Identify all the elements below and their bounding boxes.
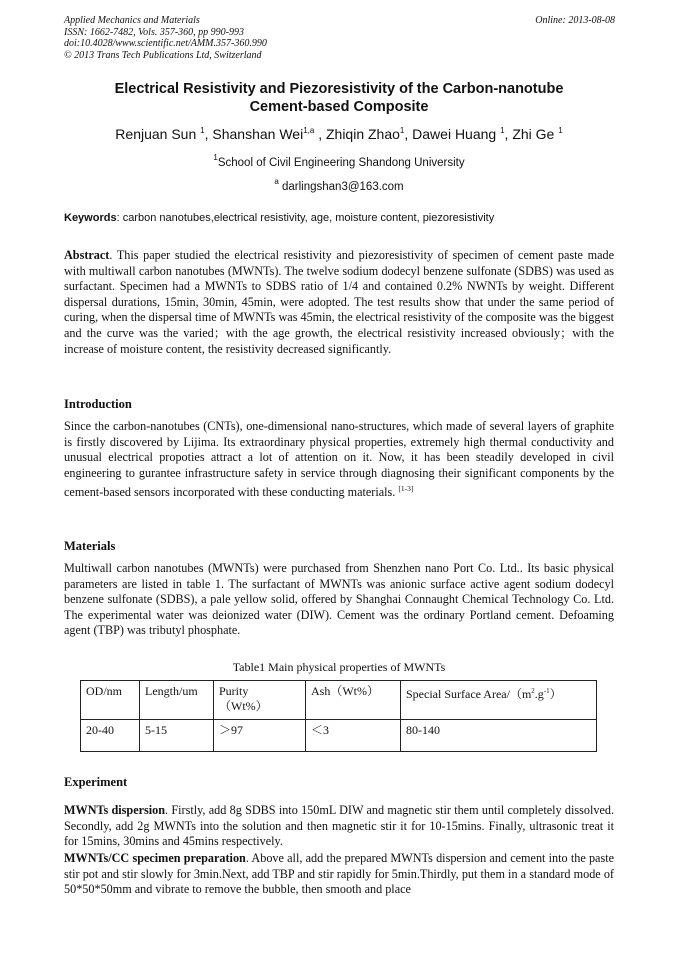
online-date: Online: 2013-08-08 (535, 15, 615, 26)
cell-purity: ＞97 (214, 720, 306, 752)
copyright-line: © 2013 Trans Tech Publications Ltd, Switzerland (64, 49, 262, 61)
author-affil-sup: 1 (200, 126, 205, 135)
keywords (64, 211, 614, 225)
properties-table (80, 680, 597, 752)
cell-od: 20-40 (81, 720, 140, 752)
dispersion-paragraph (64, 803, 614, 850)
introduction-heading: Introduction (64, 397, 132, 411)
materials-body: Multiwall carbon nanotubes (MWNTs) were purchased from Shenzhen nano Port Co. Ltd.. Its basic physical parameters are listed in table 1. The surfactant of MWNTs was anionic surface active agent sodium dodecyl benzene sulfonate (SDBS), a pale yellow solid, offered by Shanghai Connaught Chemical Technology Co. Ltd. The experimental water was deionized water (DIW). Cement was the ordinary Portland cement. Defoaming agent (TBP) was tributyl phosphate. (64, 561, 614, 638)
author-affil-sup: 1 (500, 126, 505, 135)
journal-name: Applied Mechanics and Materials (64, 15, 200, 26)
header-length: Length/um (140, 681, 214, 720)
table-row (81, 720, 597, 752)
journal-header (64, 15, 424, 61)
header-surface-area (401, 681, 597, 720)
email-line (64, 175, 614, 194)
surface-area-exp2: -1 (543, 687, 550, 695)
affiliation-text: School of Civil Engineering Shandong University (217, 157, 465, 169)
author-name: Shanshan Wei (212, 126, 304, 142)
affiliation (64, 151, 614, 170)
author-affil-sup: 1,a (303, 126, 315, 135)
header-purity-unit: （Wt%） (219, 699, 268, 713)
surface-area-exp: 2 (531, 687, 535, 695)
issn-line: ISSN: 1662-7482, Vols. 357-360, pp 990-993 (64, 26, 244, 38)
author-separator: , (404, 126, 409, 142)
abstract (64, 248, 614, 357)
cell-surface-area: 80-140 (401, 720, 597, 752)
preparation-paragraph (64, 851, 614, 898)
author-affil-sup: 1 (558, 126, 563, 135)
materials-heading: Materials (64, 539, 116, 553)
header-purity-label: Purity (219, 684, 249, 698)
introduction-text: Since the carbon-nanotubes (CNTs), one-dimensional nano-structures, which made of several layers of graphite is firstly discovered by Lijima. Its extraordinary physical properties, extremely high thermal conductivity and unusual electrical propoties attract a lot of attention on it. Now, it has been steadily developed in civil engineering to gurantee infrastructure safety in service through diagnosing their significant components by the cement-based sensors incorporated with these conducting materials. (64, 419, 614, 500)
author-affil-sup: 1 (399, 126, 405, 135)
surface-area-label: Special Surface Area/（m (406, 687, 532, 701)
header-purity (214, 681, 306, 720)
preparation-text: . Above all, add the prepared MWNTs dispersion and cement into the paste stir pot and stir slowly for 3min.Next, add TBP and stir rapidly for 5min.Thirdly, put them in a standard mode of 50*50*50mm and vibrate to remove the bubble, then smooth and place (64, 851, 614, 897)
title-line-1: Electrical Resistivity and Piezoresistivity of the Carbon-nanotube (114, 81, 564, 97)
abstract-text: . This paper studied the electrical resistivity and piezoresistivity of specimen of cement paste made with multiwall carbon nanotubes (MWNTs). The twelve sodium dodecyl benzene sulfonate (SDBS) was used as surfactant. Specimen had a MWNTs to SDBS ratio of 1/4 and contained 0.2% NWNTs by weight. Different dispersal durations, 15min, 30min, 45min, were adopted. The test results show that under the same period of curing, when the dispersal time of MWNTs was 45min, the electrical resistivity of the composite was the biggest and the curve was the varied；with the age growth, the electrical resistivity increased obviously；with the increase of moisture content, the resistivity decreased significantly. (64, 248, 614, 356)
citation: [1-3] (398, 484, 414, 494)
doi-line: doi:10.4028/www.scientific.net/AMM.357-360.990 (64, 38, 267, 49)
author-name: Zhiqin Zhao (325, 126, 400, 142)
author-name: Dawei Huang (412, 126, 501, 142)
header-ash: Ash（Wt%） (306, 681, 401, 720)
dispersion-label: MWNTs dispersion (64, 803, 166, 817)
author-separator: , (504, 126, 513, 142)
author-separator: , (314, 126, 326, 142)
cell-ash: ＜3 (306, 720, 401, 752)
author-name: Zhi Ge (512, 126, 559, 142)
abstract-label: Abstract (64, 248, 110, 262)
paper-title (64, 80, 614, 116)
preparation-label: MWNTs/CC specimen preparation (64, 851, 246, 865)
table-header-row (81, 681, 597, 720)
author-name: Renjuan Sun (115, 126, 201, 142)
surface-area-unit: .g (534, 687, 544, 701)
author-separator: , (204, 126, 213, 142)
author-list (64, 122, 614, 143)
dispersion-text: . Firstly, add 8g SDBS into 150mL DIW and magnetic stir them until completely dissolved. Secondly, add 2g MWNTs into the solution and then magnetic stir it for 10-15mins. Finally, ultrasonic treat it for 15mins, 30mins and 45mins respectively. (64, 803, 614, 849)
email-sup: a (274, 177, 279, 186)
cell-length: 5-15 (140, 720, 214, 752)
introduction-body (64, 419, 614, 501)
surface-area-close: ） (549, 687, 562, 701)
experiment-heading: Experiment (64, 775, 128, 789)
keywords-text: : carbon nanotubes,electrical resistivity, age, moisture content, piezoresistivity (116, 212, 495, 224)
email-link[interactable]: darlingshan3@163.com (278, 181, 404, 193)
title-line-2: Cement-based Composite (249, 99, 429, 115)
keywords-label: Keywords (64, 212, 117, 224)
header-od: OD/nm (81, 681, 140, 720)
table-caption: Table1 Main physical properties of MWNTs (232, 660, 446, 674)
affiliation-sup: 1 (213, 153, 218, 162)
